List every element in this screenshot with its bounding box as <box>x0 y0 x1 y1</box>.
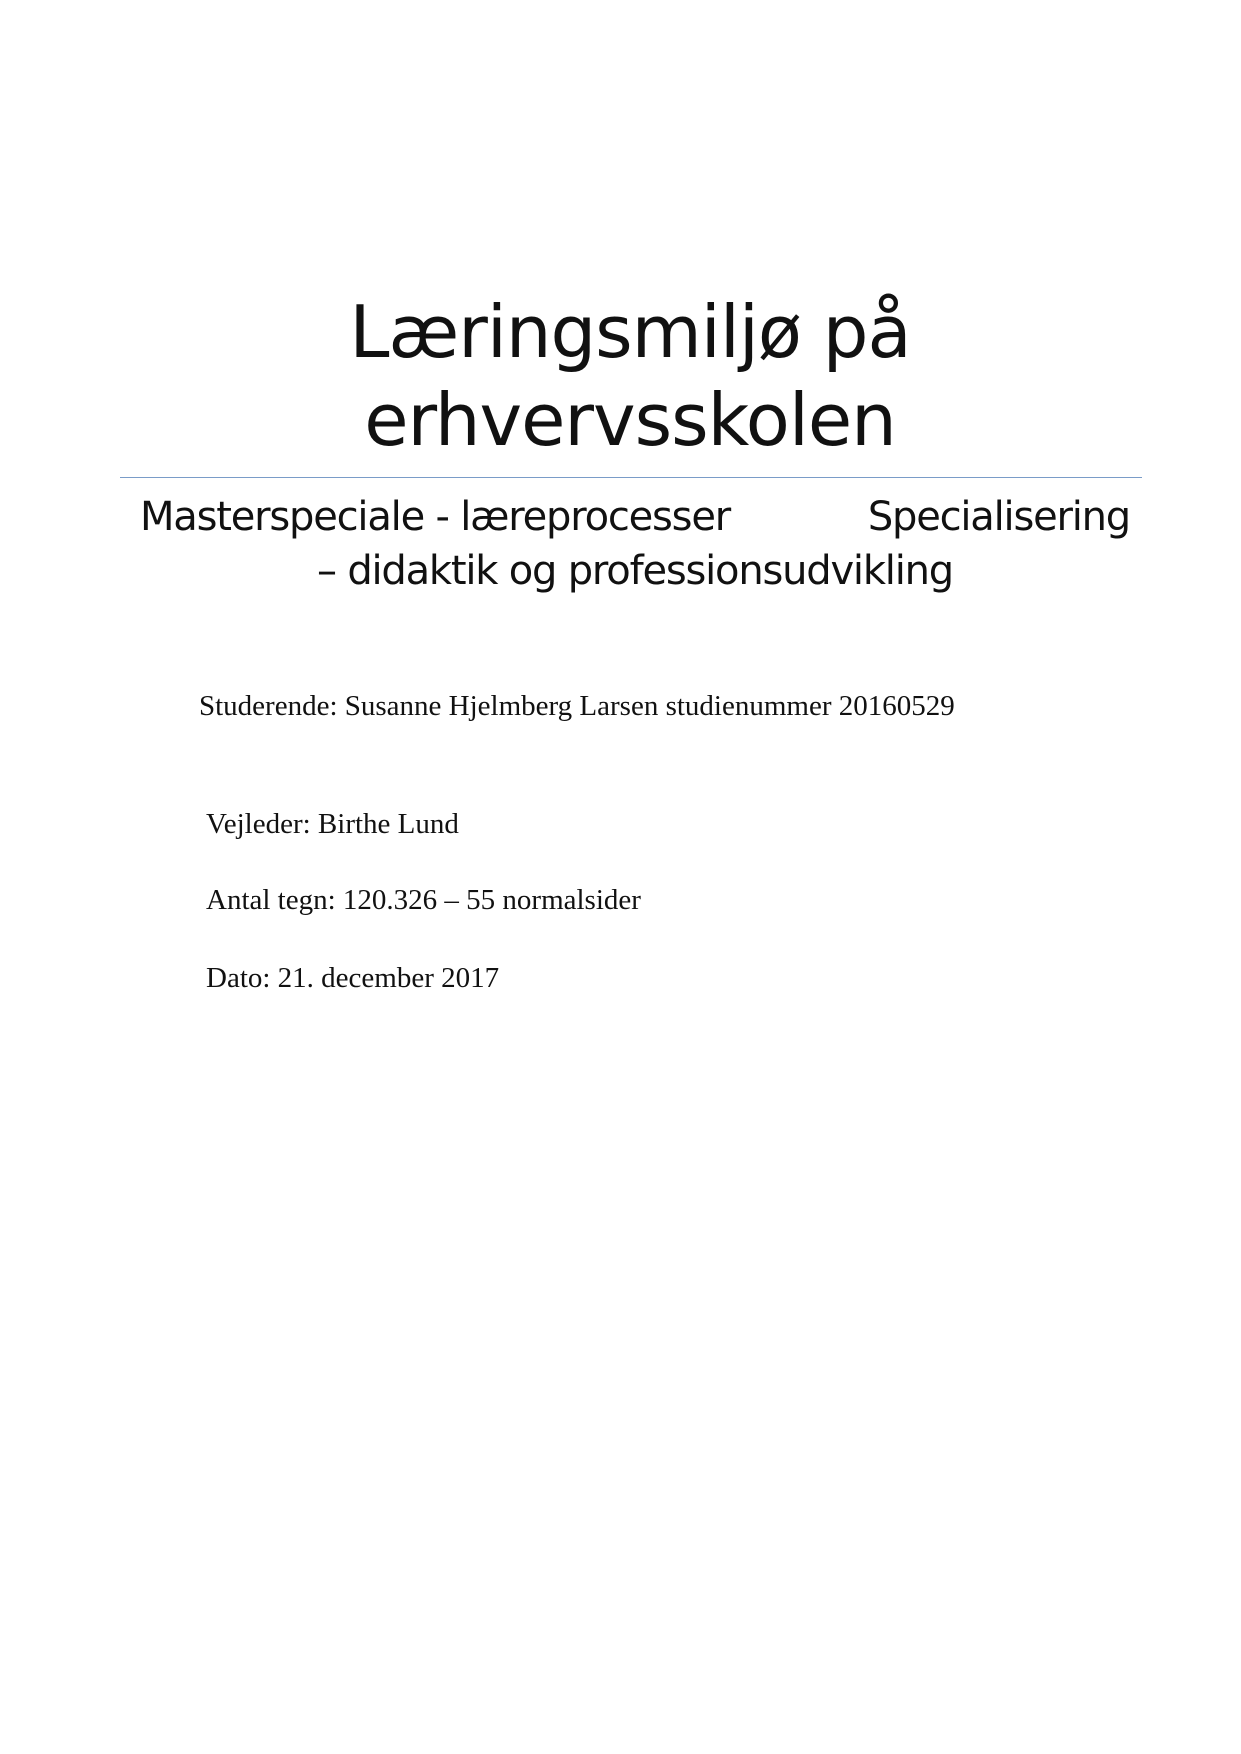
title-line-2: erhvervsskolen <box>364 378 896 462</box>
subtitle-line-2: – didaktik og professionsudvikling <box>317 548 953 594</box>
submission-date: Dato: 21. december 2017 <box>206 962 500 994</box>
document-title <box>120 288 1140 464</box>
subtitle-specialisation: Specialisering <box>867 494 1130 540</box>
title-divider <box>120 477 1142 478</box>
document-subtitle <box>140 490 1130 598</box>
supervisor-info: Vejleder: Birthe Lund <box>206 808 459 840</box>
subtitle-program: Masterspeciale - læreprocesser <box>140 494 730 540</box>
title-line-1: Læringsmiljø på <box>349 290 911 374</box>
character-count: Antal tegn: 120.326 – 55 normalsider <box>206 884 641 916</box>
student-info: Studerende: Susanne Hjelmberg Larsen studienummer 20160529 <box>199 690 955 722</box>
